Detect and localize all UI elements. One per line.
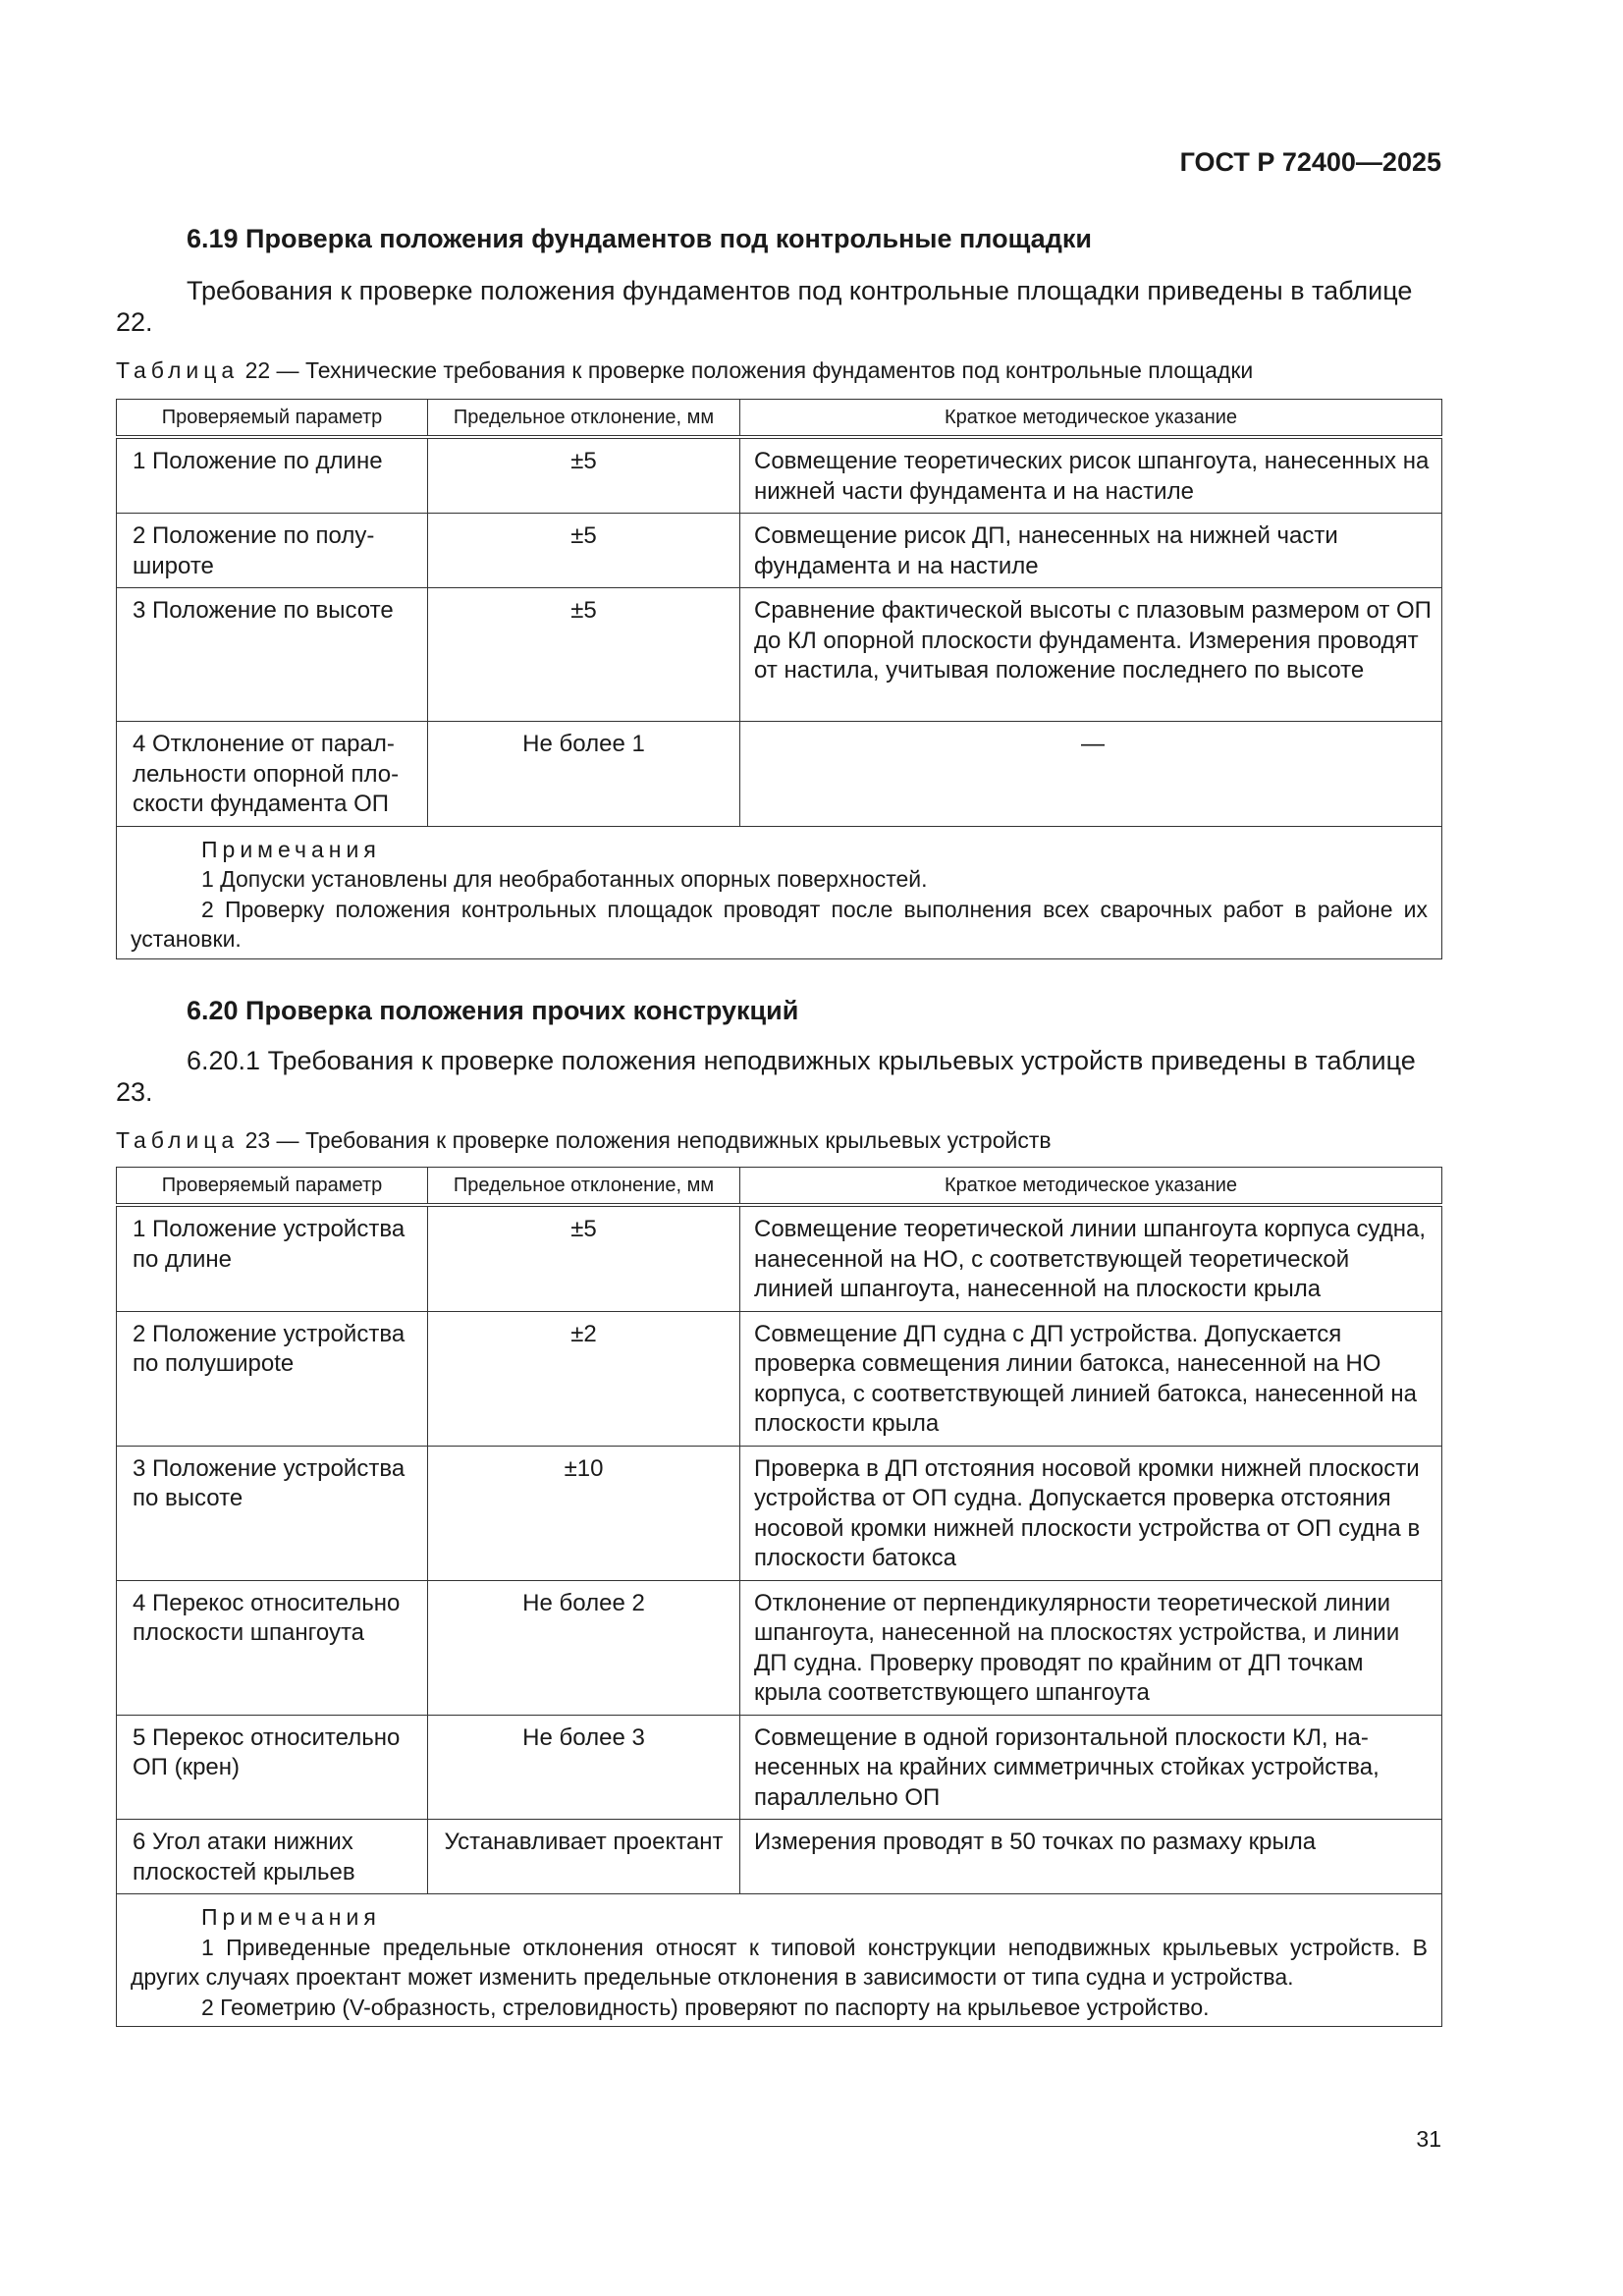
- table-22: [116, 399, 1442, 959]
- notes-title: Примечания: [201, 836, 381, 862]
- table-22-col-deviation: Предельное отклонение, мм: [428, 400, 740, 438]
- note-item: 1 Приведенные предельные отклонения относят к типовой конструкции неподвижных крыльевых устройств. В других случаях проектант может изменить предельные отклонения в зависимости от типа судна и устройства.: [131, 1934, 1428, 1990]
- param-cell: 5 Перекос относительно ОП (крен): [117, 1715, 428, 1820]
- table-23-row: [117, 1715, 1442, 1820]
- table-22-caption: [116, 357, 1253, 384]
- table-23-notes-row: [117, 1894, 1442, 2027]
- document-page: [116, 0, 1441, 2296]
- table-22-row: [117, 722, 1442, 827]
- deviation-cell: Не более 1: [428, 722, 740, 827]
- param-cell: 4 Отклонение от параллельности опорной плоскости фундамента ОП: [117, 722, 428, 827]
- deviation-cell: Не более 3: [428, 1715, 740, 1820]
- table-23-caption: [116, 1127, 1052, 1154]
- method-cell: Совмещение рисок ДП, нанесенных на нижней части фундамента и на настиле: [740, 514, 1442, 588]
- method-cell: Совмещение теоретической линии шпангоута корпуса судна, нанесенной на НО, с соответствующей теоретической линией шпангоута, нанесенной на плоскости крыла: [740, 1205, 1442, 1311]
- table-23-row: [117, 1446, 1442, 1580]
- table-23-row: [117, 1311, 1442, 1446]
- param-cell: 3 Положение по высоте: [117, 588, 428, 722]
- method-cell: Проверка в ДП отстояния носовой кромки нижней плоскости устройства от ОП судна. Допускается проверка отстояния носовой кромки нижней плоскости устройства от ОП судна в плоскости батокса: [740, 1446, 1442, 1580]
- table-22-notes-row: [117, 826, 1442, 958]
- document-id: ГОСТ Р 72400—2025: [1179, 147, 1441, 177]
- section-6-20-paragraph: 6.20.1 Требования к проверке положения неподвижных крыльевых устройств приведены в таблице 23.: [116, 1046, 1416, 1107]
- table-23-row: [117, 1205, 1442, 1311]
- table-22-row: [117, 437, 1442, 514]
- deviation-cell: ±5: [428, 514, 740, 588]
- table-22-row: [117, 514, 1442, 588]
- deviation-cell: ±2: [428, 1311, 740, 1446]
- table-22-col-param: Проверяемый параметр: [117, 400, 428, 438]
- method-cell: Измерения проводят в 50 точках по размаху крыла: [740, 1820, 1442, 1894]
- table-23-notes: [117, 1894, 1442, 2027]
- param-cell: 1 Положение устройства по длине: [117, 1205, 428, 1311]
- notes-title: Примечания: [201, 1904, 381, 1930]
- deviation-cell: ±10: [428, 1446, 740, 1580]
- param-cell: 4 Перекос относительно плоскости шпангоута: [117, 1580, 428, 1715]
- section-6-19-heading: 6.19 Проверка положения фундаментов под контрольные площадки: [187, 224, 1092, 253]
- table-22-caption-label: Таблица: [116, 357, 240, 383]
- table-23-caption-text: 23 — Требования к проверке положения неподвижных крыльевых устройств: [239, 1127, 1052, 1153]
- section-6-20-heading: 6.20 Проверка положения прочих конструкций: [187, 996, 799, 1025]
- table-22-caption-text: 22 — Технические требования к проверке положения фундаментов под контрольные площадки: [239, 357, 1254, 383]
- table-23-row: [117, 1580, 1442, 1715]
- deviation-cell: Не более 2: [428, 1580, 740, 1715]
- param-cell: 6 Угол атаки нижних плоскостей крыльев: [117, 1820, 428, 1894]
- param-cell: 1 Положение по длине: [117, 437, 428, 514]
- note-item: 2 Геометрию (V-образность, стреловидность) проверяют по паспорту на крыльевое устройство.: [201, 1994, 1210, 2020]
- deviation-cell: Устанавливает проектант: [428, 1820, 740, 1894]
- deviation-cell: ±5: [428, 437, 740, 514]
- section-6-19-paragraph: Требования к проверке положения фундаментов под контрольные площадки приведены в таблице 22.: [116, 276, 1413, 337]
- table-22-header-row: [117, 400, 1442, 438]
- method-cell: —: [740, 722, 1442, 827]
- table-22-col-method: Краткое методическое указание: [740, 400, 1442, 438]
- table-23-header-row: [117, 1168, 1442, 1206]
- method-cell: Совмещение ДП судна с ДП устройства. Допускается проверка совмещения линии батокса, нанесенной на НО корпуса, с соответствующей линией батокса, нанесенной на плоскости крыла: [740, 1311, 1442, 1446]
- param-cell: 2 Положение устройства по полуширote: [117, 1311, 428, 1446]
- method-cell: Отклонение от перпендикулярности теоретической линии шпангоута, нанесенной на плоскостях устройства, и линии ДП судна. Проверку проводят по крайним от ДП точкам крыла соответствующего шпангоута: [740, 1580, 1442, 1715]
- table-23-col-method: Краткое методическое указание: [740, 1168, 1442, 1206]
- table-23-col-deviation: Предельное отклонение, мм: [428, 1168, 740, 1206]
- param-cell: 2 Положение по полушироте: [117, 514, 428, 588]
- page-number: 31: [1416, 2126, 1441, 2152]
- method-cell: Совмещение теоретических рисок шпангоута, нанесенных на нижней части фундамента и на настиле: [740, 437, 1442, 514]
- table-23-row: [117, 1820, 1442, 1894]
- note-item: 1 Допуски установлены для необработанных опорных поверхностей.: [201, 866, 928, 892]
- note-item: 2 Проверку положения контрольных площадок проводят после выполнения всех сварочных работ в районе их установки.: [131, 896, 1428, 952]
- deviation-cell: ±5: [428, 1205, 740, 1311]
- method-cell: Сравнение фактической высоты с плазовым размером от ОП до КЛ опорной плоскости фундамента. Измерения проводят от настила, учитывая положение последнего по высоте: [740, 588, 1442, 722]
- table-22-row: [117, 588, 1442, 722]
- table-22-notes: [117, 826, 1442, 958]
- method-cell: Совмещение в одной горизонтальной плоскости КЛ, нанесенных на крайних симметричных стойках устройства, параллельно ОП: [740, 1715, 1442, 1820]
- param-cell: 3 Положение устройства по высоте: [117, 1446, 428, 1580]
- deviation-cell: ±5: [428, 588, 740, 722]
- table-23-col-param: Проверяемый параметр: [117, 1168, 428, 1206]
- table-23: [116, 1167, 1442, 2027]
- table-23-caption-label: Таблица: [116, 1127, 240, 1153]
